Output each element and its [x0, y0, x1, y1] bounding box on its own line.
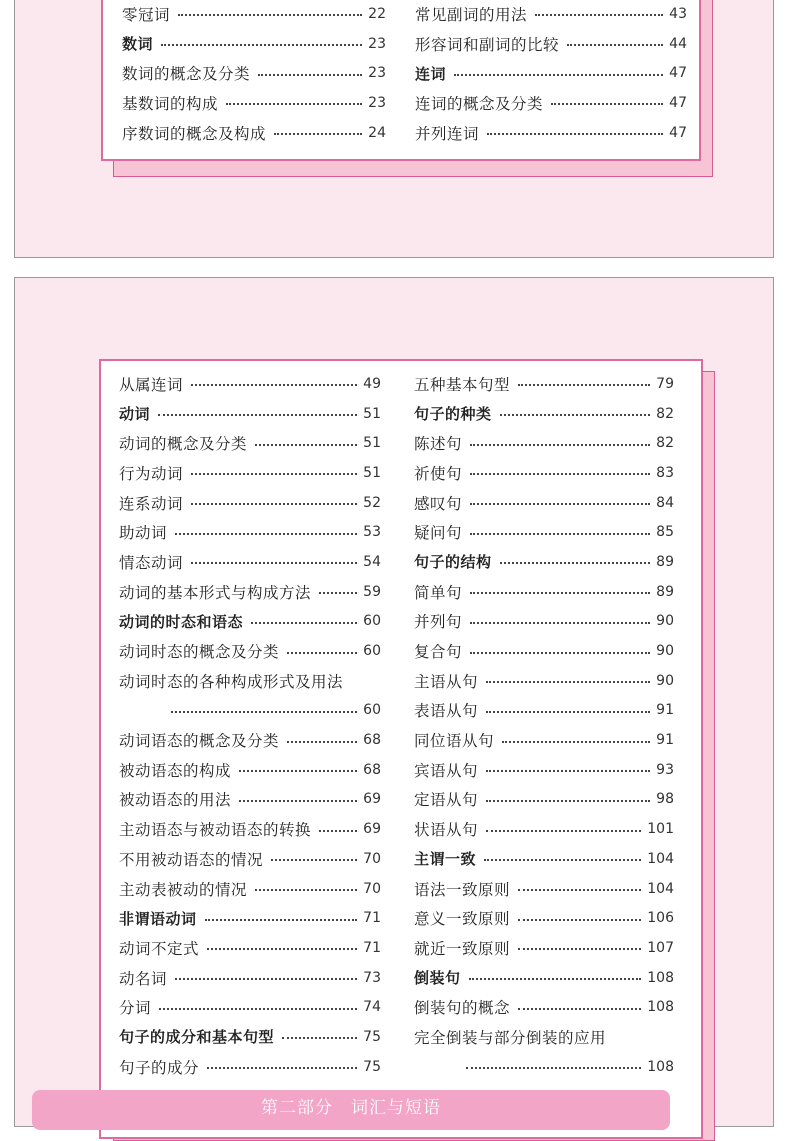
dot-leader: [551, 102, 663, 105]
dot-leader: [487, 132, 663, 135]
dot-leader: [161, 43, 362, 46]
toc-entry[interactable]: [119, 844, 381, 874]
page-number: 60: [363, 643, 381, 660]
page-number: 68: [363, 761, 381, 778]
dot-leader: [518, 918, 641, 921]
toc-entry[interactable]: [119, 577, 381, 607]
toc-entry[interactable]: [414, 814, 674, 844]
dot-leader: [470, 591, 650, 594]
dot-leader: [470, 443, 650, 446]
toc-entry[interactable]: [414, 725, 674, 755]
toc-entry[interactable]: [414, 428, 674, 458]
toc-entry-title: 动词的基本形式与构成方法: [119, 583, 312, 602]
page-number: 108: [647, 1058, 674, 1075]
toc-entry[interactable]: [414, 992, 674, 1022]
dot-leader: [486, 799, 650, 802]
dot-leader: [191, 561, 357, 564]
toc-entry-title: 基数词的构成: [122, 94, 219, 113]
toc-entry[interactable]: [414, 696, 674, 726]
toc-entry[interactable]: [414, 399, 674, 429]
toc-entry[interactable]: [122, 0, 386, 29]
page-number: 71: [363, 910, 381, 927]
dot-leader: [287, 740, 357, 743]
dot-leader: [239, 799, 357, 802]
toc-entry[interactable]: [414, 755, 674, 785]
toc-entry[interactable]: [122, 118, 386, 148]
toc-entry[interactable]: [119, 399, 381, 429]
dot-leader: [239, 769, 357, 772]
toc-section-title: 动词: [119, 405, 151, 424]
page-number: 85: [656, 524, 674, 541]
toc-entry-title: 动词不定式: [119, 939, 200, 958]
toc-entry-title: 表语从句: [414, 702, 479, 721]
page-number: 47: [669, 65, 687, 82]
dot-leader: [158, 413, 357, 416]
dot-leader: [159, 1007, 357, 1010]
page-number: 49: [363, 375, 381, 392]
page-number: 70: [363, 850, 381, 867]
toc-section-title: 句子的成分和基本句型: [119, 1028, 275, 1047]
dot-leader: [469, 977, 642, 980]
toc-entry-title: 被动语态的用法: [119, 791, 232, 810]
page-number: 75: [363, 1028, 381, 1045]
toc-entry[interactable]: [414, 1052, 674, 1082]
dot-leader: [484, 858, 641, 861]
page-number: 106: [647, 910, 674, 927]
toc-column-right: [414, 369, 674, 1082]
toc-entry[interactable]: [119, 755, 381, 785]
toc-entry[interactable]: [414, 874, 674, 904]
toc-entry-title: 感叹句: [414, 494, 463, 513]
dot-leader: [226, 102, 362, 105]
toc-entry[interactable]: [122, 58, 386, 88]
toc-section-title: 非谓语动词: [119, 909, 197, 928]
toc-entry[interactable]: [119, 607, 381, 637]
toc-entry-title: 倒装句的概念: [414, 999, 511, 1018]
toc-card-top: [101, 0, 701, 161]
page-number: 47: [669, 124, 687, 141]
toc-entry-title: 主动表被动的情况: [119, 880, 248, 899]
toc-entry-title: 祈使句: [414, 464, 463, 483]
toc-entry[interactable]: [119, 903, 381, 933]
toc-panel-top: [14, 0, 774, 258]
dot-leader: [470, 502, 650, 505]
page-number: 43: [669, 5, 687, 22]
toc-entry[interactable]: [414, 488, 674, 518]
dot-leader: [251, 621, 357, 624]
page-number: 44: [669, 35, 687, 52]
page-number: 54: [363, 553, 381, 570]
toc-section-title: 句子的种类: [414, 405, 492, 424]
toc-entry-title: 连词的概念及分类: [415, 94, 544, 113]
dot-leader: [567, 43, 663, 46]
page-number: 75: [363, 1058, 381, 1075]
toc-entry-title: 动名词: [119, 969, 168, 988]
toc-entry-title: 动词的概念及分类: [119, 435, 248, 454]
toc-entry[interactable]: [415, 88, 687, 118]
toc-entry[interactable]: [414, 666, 674, 696]
toc-entry-title: 助动词: [119, 524, 168, 543]
toc-entry-title: 被动语态的构成: [119, 761, 232, 780]
dot-leader: [466, 1066, 641, 1069]
toc-entry[interactable]: [119, 874, 381, 904]
toc-entry-title: 从属连词: [119, 375, 184, 394]
dot-leader: [518, 947, 641, 950]
dot-leader: [470, 621, 650, 624]
toc-entry[interactable]: [122, 29, 386, 59]
dot-leader: [207, 1066, 357, 1069]
page-number: 23: [368, 94, 386, 111]
toc-entry-title: 完全倒装与部分倒装的应用: [414, 1028, 607, 1047]
dot-leader: [486, 680, 650, 683]
toc-entry[interactable]: [119, 933, 381, 963]
toc-column-right: [415, 0, 687, 147]
toc-entry-title: 同位语从句: [414, 732, 495, 751]
dot-leader: [454, 73, 663, 76]
dot-leader: [178, 13, 362, 16]
toc-entry-title: 状语从句: [414, 821, 479, 840]
page-number: 83: [656, 464, 674, 481]
dot-leader: [175, 977, 357, 980]
page-number: 69: [363, 791, 381, 808]
toc-entry[interactable]: [414, 903, 674, 933]
toc-entry[interactable]: [414, 844, 674, 874]
toc-entry-title: 序数词的概念及构成: [122, 124, 267, 143]
toc-entry[interactable]: [119, 992, 381, 1022]
toc-entry[interactable]: [119, 814, 381, 844]
page-number: 24: [368, 124, 386, 141]
page-number: 52: [363, 494, 381, 511]
dot-leader: [502, 740, 650, 743]
page-number: 73: [363, 969, 381, 986]
page-number: 47: [669, 94, 687, 111]
page-number: 91: [656, 702, 674, 719]
page-number: 68: [363, 732, 381, 749]
page-number: 107: [647, 939, 674, 956]
page-number: 82: [656, 405, 674, 422]
dot-leader: [274, 132, 362, 135]
dot-leader: [191, 502, 357, 505]
toc-entry[interactable]: [415, 118, 687, 148]
toc-entry[interactable]: [119, 963, 381, 993]
dot-leader: [319, 591, 357, 594]
dot-leader: [258, 73, 362, 76]
toc-entry-title: 动词时态的概念及分类: [119, 643, 280, 662]
toc-entry-title: 五种基本句型: [414, 375, 511, 394]
toc-entry-title: 不用被动语态的情况: [119, 850, 264, 869]
dot-leader: [486, 710, 650, 713]
page-number: 84: [656, 494, 674, 511]
toc-section-title: 数词: [122, 35, 154, 54]
dot-leader: [470, 532, 650, 535]
page-number: 69: [363, 821, 381, 838]
dot-leader: [282, 1036, 357, 1039]
dot-leader: [470, 472, 650, 475]
toc-entry[interactable]: [119, 785, 381, 815]
dot-leader: [271, 858, 357, 861]
toc-entry[interactable]: [414, 577, 674, 607]
dot-leader: [486, 769, 650, 772]
page-number: 98: [656, 791, 674, 808]
dot-leader: [171, 710, 357, 713]
dot-leader: [518, 888, 641, 891]
toc-entry[interactable]: [119, 725, 381, 755]
toc-entry-title: 数词的概念及分类: [122, 65, 251, 84]
toc-entry-title: 零冠词: [122, 5, 171, 24]
page-number: 89: [656, 583, 674, 600]
toc-entry[interactable]: [414, 1022, 674, 1052]
toc-entry[interactable]: [414, 607, 674, 637]
toc-entry-title: 常见副词的用法: [415, 5, 528, 24]
toc-entry[interactable]: [119, 1022, 381, 1052]
page-number: 104: [647, 850, 674, 867]
dot-leader: [191, 383, 357, 386]
toc-entry-title: 动词时态的各种构成形式及用法: [119, 672, 344, 691]
page-number: 108: [647, 969, 674, 986]
toc-entry[interactable]: [119, 666, 381, 696]
toc-entry[interactable]: [414, 547, 674, 577]
toc-entry-title: 主动语态与被动语态的转换: [119, 821, 312, 840]
page-number: 51: [363, 405, 381, 422]
toc-entry-title: 句子的成分: [119, 1058, 200, 1077]
page-number: 51: [363, 464, 381, 481]
toc-entry[interactable]: [414, 933, 674, 963]
toc-card-bottom: [99, 359, 703, 1139]
dot-leader: [535, 13, 663, 16]
toc-entry-title: 连系动词: [119, 494, 184, 513]
toc-entry-title: 分词: [119, 999, 152, 1018]
page-number: 23: [368, 65, 386, 82]
dot-leader: [319, 829, 357, 832]
dot-leader: [486, 829, 641, 832]
page-number: 82: [656, 435, 674, 452]
dot-leader: [500, 413, 650, 416]
toc-entry-title: 就近一致原则: [414, 939, 511, 958]
toc-entry[interactable]: [414, 458, 674, 488]
page-number: 60: [363, 613, 381, 630]
toc-entry[interactable]: [119, 1052, 381, 1082]
page-number: 89: [656, 553, 674, 570]
dot-leader: [518, 1007, 641, 1010]
toc-entry[interactable]: [414, 636, 674, 666]
toc-section-title: 主谓一致: [414, 850, 477, 869]
dot-leader: [175, 532, 357, 535]
toc-entry[interactable]: [122, 88, 386, 118]
page-number: 23: [368, 35, 386, 52]
toc-entry[interactable]: [415, 0, 687, 29]
toc-entry[interactable]: [119, 458, 381, 488]
dot-leader: [500, 561, 650, 564]
page-number: 90: [656, 672, 674, 689]
toc-panel-bottom: [14, 277, 774, 1127]
toc-entry-title: 语法一致原则: [414, 880, 511, 899]
toc-section-title: 句子的结构: [414, 553, 492, 572]
page-number: 74: [363, 999, 381, 1016]
toc-section-title: 动词的时态和语态: [119, 612, 244, 631]
toc-entry-title: 简单句: [414, 583, 463, 602]
page-number: 90: [656, 613, 674, 630]
page-number: 101: [647, 821, 674, 838]
page-number: 59: [363, 583, 381, 600]
dot-leader: [287, 651, 357, 654]
toc-entry-title: 宾语从句: [414, 761, 479, 780]
toc-section-title: 连词: [415, 64, 447, 83]
toc-entry[interactable]: [119, 547, 381, 577]
dot-leader: [205, 918, 357, 921]
page-number: 108: [647, 999, 674, 1016]
toc-entry[interactable]: [415, 29, 687, 59]
page-number: 22: [368, 5, 386, 22]
page-number: 51: [363, 435, 381, 452]
dot-leader: [470, 651, 650, 654]
toc-entry-title: 定语从句: [414, 791, 479, 810]
page-number: 60: [363, 702, 381, 719]
dot-leader: [191, 472, 357, 475]
toc-entry[interactable]: [119, 696, 381, 726]
page-number: 90: [656, 643, 674, 660]
toc-entry[interactable]: [119, 369, 381, 399]
toc-entry[interactable]: [414, 369, 674, 399]
page-number: 71: [363, 939, 381, 956]
toc-entry-title: 意义一致原则: [414, 910, 511, 929]
dot-leader: [255, 888, 357, 891]
dot-leader: [207, 947, 357, 950]
toc-entry-title: 行为动词: [119, 464, 184, 483]
toc-entry-title: 疑问句: [414, 524, 463, 543]
toc-entry[interactable]: [414, 785, 674, 815]
dot-leader: [255, 443, 357, 446]
section-header-bar: 第二部分 词汇与短语: [32, 1090, 670, 1130]
toc-entry[interactable]: [414, 963, 674, 993]
toc-column-left: [122, 0, 386, 147]
toc-column-left: [119, 369, 381, 1082]
toc-entry-title: 并列句: [414, 613, 463, 632]
toc-entry[interactable]: [414, 517, 674, 547]
page-number: 70: [363, 880, 381, 897]
page-number: 104: [647, 880, 674, 897]
toc-entry[interactable]: [415, 58, 687, 88]
toc-entry[interactable]: [119, 428, 381, 458]
page-number: 91: [656, 732, 674, 749]
toc-entry-title: 情态动词: [119, 553, 184, 572]
page-number: 93: [656, 761, 674, 778]
page-number: 79: [656, 375, 674, 392]
toc-entry-title: 并列连词: [415, 124, 480, 143]
toc-entry[interactable]: [119, 488, 381, 518]
toc-entry-title: 形容词和副词的比较: [415, 35, 560, 54]
toc-entry-title: 复合句: [414, 643, 463, 662]
dot-leader: [518, 383, 650, 386]
toc-entry-title: 主语从句: [414, 672, 479, 691]
toc-entry-title: 陈述句: [414, 435, 463, 454]
toc-section-title: 倒装句: [414, 969, 461, 988]
page-number: 53: [363, 524, 381, 541]
toc-entry[interactable]: [119, 517, 381, 547]
toc-entry-title: 动词语态的概念及分类: [119, 732, 280, 751]
toc-entry[interactable]: [119, 636, 381, 666]
